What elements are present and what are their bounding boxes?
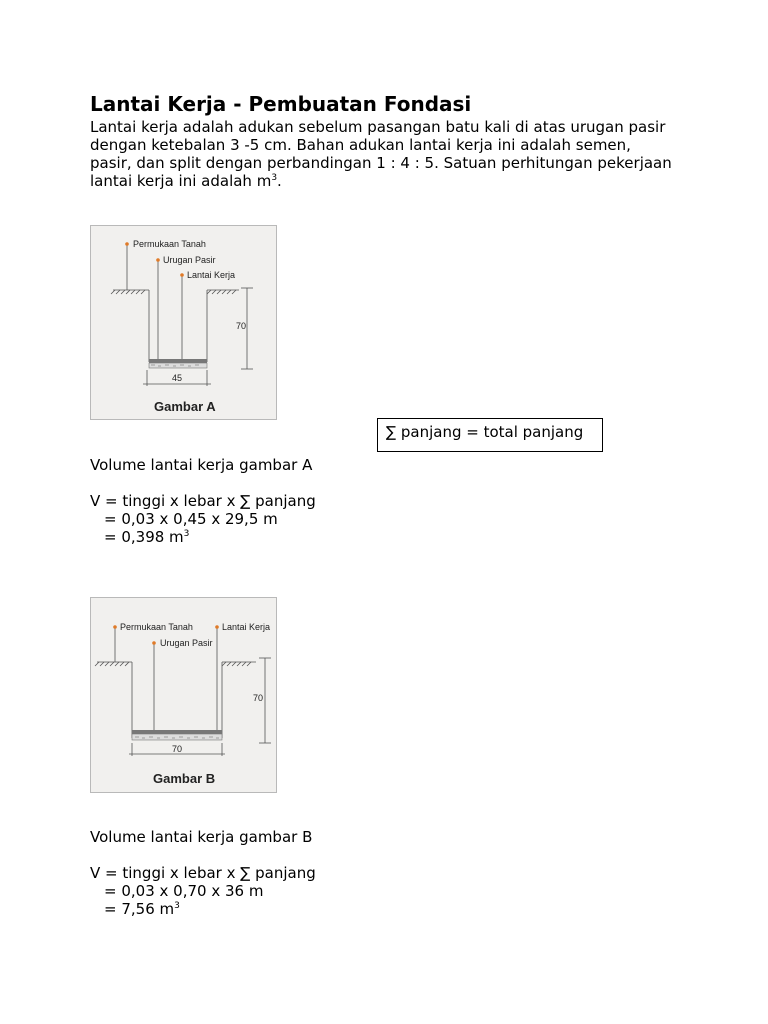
note-box: ∑ panjang = total panjang [377, 418, 603, 452]
figure-gambar-a [90, 225, 277, 420]
label-lantai-kerja: Lantai Kerja [222, 622, 271, 632]
diagram-a [91, 226, 276, 419]
figure-gambar-b [90, 597, 277, 793]
calc-formula: V = tinggi x lebar x ∑ panjang [90, 864, 316, 882]
calc-a [90, 456, 316, 546]
calc-step: = 0,03 x 0,70 x 36 m [104, 882, 264, 900]
calc-formula: V = tinggi x lebar x ∑ panjang [90, 492, 316, 510]
calc-heading: Volume lantai kerja gambar A [90, 456, 313, 474]
intro-line: dengan ketebalan 3 -5 cm. Bahan adukan lantai kerja ini adalah semen, [90, 136, 631, 154]
intro-line: lantai kerja ini adalah $m^3$. [90, 172, 282, 190]
intro-line: Lantai kerja adalah adukan sebelum pasangan batu kali di atas urugan pasir [90, 118, 666, 136]
calc-b [90, 828, 316, 918]
label-permukaan-tanah: Permukaan Tanah [120, 622, 193, 632]
figure-caption: Gambar A [154, 399, 216, 414]
label-urugan-pasir: Urugan Pasir [163, 255, 216, 265]
dimension-depth: 70 [253, 693, 264, 703]
intro-line: pasir, dan split dengan perbandingan 1 : 4 : 5. Satuan perhitungan pekerjaan [90, 154, 672, 172]
calc-step: = 0,03 x 0,45 x 29,5 m [104, 510, 278, 528]
label-permukaan-tanah: Permukaan Tanah [133, 239, 206, 249]
label-urugan-pasir: Urugan Pasir [160, 638, 213, 648]
page-title: Lantai Kerja - Pembuatan Fondasi [90, 92, 472, 116]
dimension-depth: 70 [236, 321, 247, 331]
intro-paragraph [90, 118, 672, 190]
label-lantai-kerja: Lantai Kerja [187, 270, 236, 280]
calc-result: = 7,56 $m^3$ [104, 900, 180, 918]
diagram-b [91, 598, 276, 792]
calc-result: = 0,398 $m^3$ [104, 528, 190, 546]
dimension-width: 45 [172, 373, 183, 383]
figure-caption: Gambar B [153, 771, 216, 786]
dimension-width: 70 [172, 744, 183, 754]
calc-heading: Volume lantai kerja gambar B [90, 828, 313, 846]
